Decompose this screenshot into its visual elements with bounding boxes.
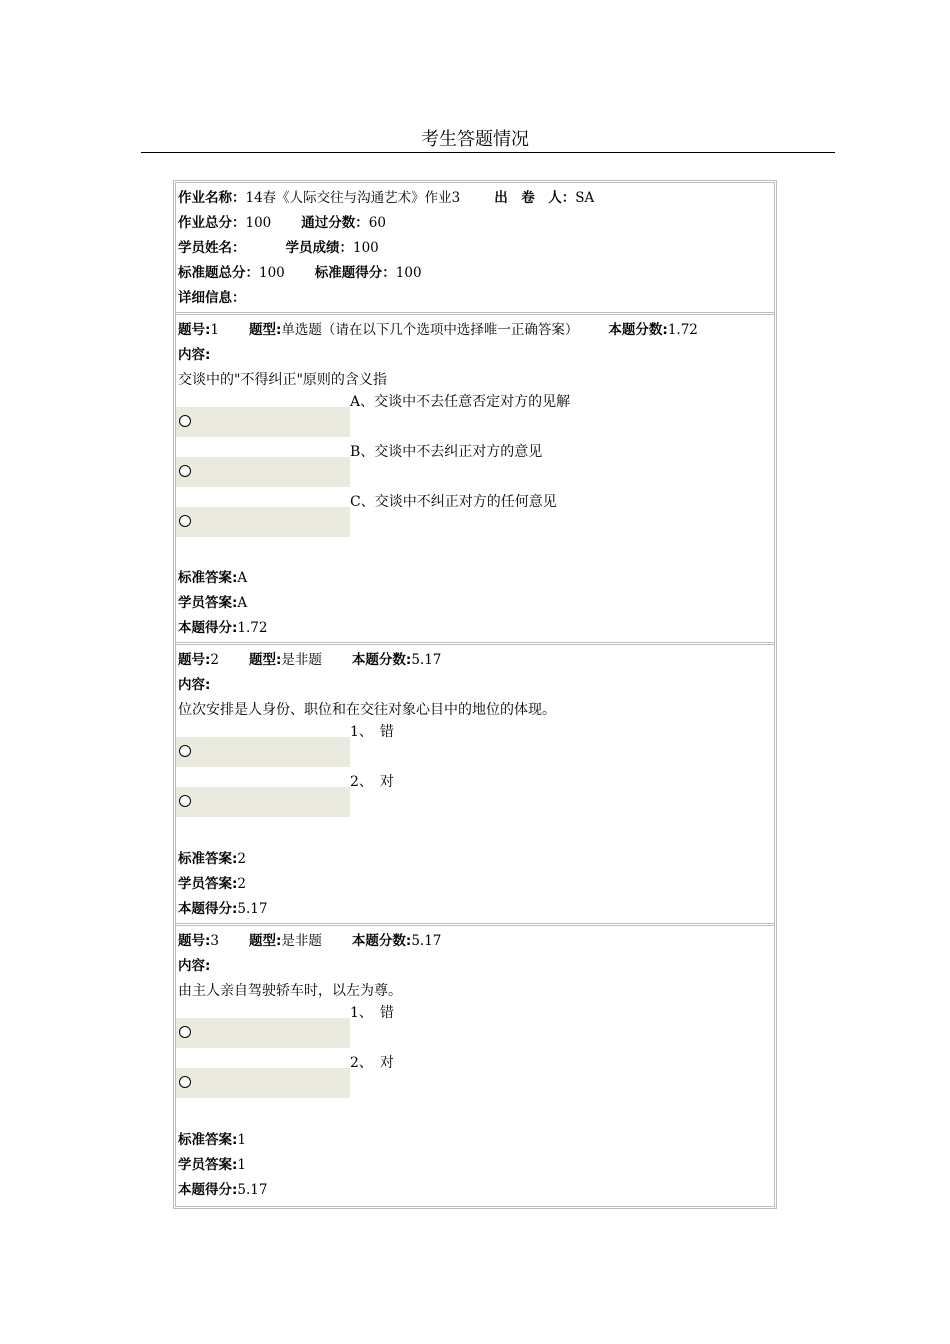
question-type-label: 题型: [249, 322, 282, 338]
question-content: 由主人亲自驾驶轿车时，以左为尊。 [178, 983, 402, 999]
pass-label: 通过分数： [301, 215, 369, 231]
question-number-label: 题号: [178, 933, 211, 949]
option-1-radio[interactable] [179, 745, 191, 757]
question-number: 1 [210, 322, 219, 338]
author-value: SA [575, 190, 595, 206]
option-row [176, 457, 350, 487]
question-points-label: 本题分数: [608, 322, 668, 338]
assignment-name-value: 14春《人际交往与沟通艺术》作业3 [245, 190, 461, 206]
earned-score-value: 1.72 [237, 620, 268, 636]
info-row-standard [178, 263, 422, 283]
std-score-value: 100 [395, 265, 422, 281]
earned-score-label: 本题得分: [178, 1182, 238, 1198]
total-value: 100 [245, 215, 272, 231]
question-number-label: 题号: [178, 322, 211, 338]
info-row-student [178, 238, 379, 258]
option-row [176, 1068, 350, 1098]
earned-score-value: 5.17 [237, 1182, 268, 1198]
student-answer [178, 593, 247, 613]
question-header [178, 650, 441, 670]
student-name-label: 学员姓名： [178, 240, 246, 256]
student-answer-label: 学员答案: [178, 876, 238, 892]
question-header [178, 320, 776, 340]
student-answer [178, 1155, 246, 1175]
content-label [178, 345, 210, 365]
standard-answer [178, 568, 247, 588]
content-label [178, 675, 210, 695]
section-divider [176, 923, 774, 926]
standard-answer [178, 1130, 246, 1150]
option-row [176, 1018, 350, 1048]
standard-answer-label: 标准答案: [178, 1132, 238, 1148]
student-answer-value: A [237, 595, 248, 611]
option-label: 1、 错 [350, 1005, 394, 1021]
total-label: 作业总分： [178, 215, 246, 231]
option-1-radio[interactable] [179, 1026, 191, 1038]
option-c-radio[interactable] [179, 515, 191, 527]
option-label: A、交谈中不去任意否定对方的见解 [350, 394, 571, 410]
question-number: 3 [210, 933, 219, 949]
option-row [176, 737, 350, 767]
content-label-text: 内容: [178, 677, 211, 693]
option-2-radio[interactable] [179, 1076, 191, 1088]
question-type: 单选题（请在以下几个选项中选择唯一正确答案） [281, 322, 579, 338]
pass-value: 60 [368, 215, 386, 231]
question-number-label: 题号: [178, 652, 211, 668]
student-answer-label: 学员答案: [178, 1157, 238, 1173]
question-points-label: 本题分数: [351, 933, 412, 949]
option-row [176, 507, 350, 537]
question-points: 5.17 [411, 933, 442, 949]
option-label: C、交谈中不纠正对方的任何意见 [350, 494, 557, 510]
info-row-name [178, 188, 594, 208]
std-score-label: 标准题得分： [314, 265, 396, 281]
option-b-radio[interactable] [179, 465, 191, 477]
option-label: 2、 对 [350, 774, 394, 790]
question-type-label: 题型: [249, 933, 282, 949]
question-type: 是非题 [281, 933, 322, 949]
section-divider [176, 642, 774, 645]
question-type-label: 题型: [249, 652, 282, 668]
standard-answer-value: 1 [237, 1132, 246, 1148]
student-answer-value: 2 [237, 876, 246, 892]
standard-answer-label: 标准答案: [178, 851, 238, 867]
standard-answer-value: 2 [237, 851, 246, 867]
question-points: 1.72 [667, 322, 698, 338]
student-answer [178, 874, 246, 894]
title-divider [141, 152, 835, 153]
student-score-label: 学员成绩： [285, 240, 353, 256]
question-content: 位次安排是人身份、职位和在交往对象心目中的地位的体现。 [178, 702, 556, 718]
standard-answer-value: A [237, 570, 248, 586]
option-label: 1、 错 [350, 724, 394, 740]
standard-answer [178, 849, 246, 869]
content-label-text: 内容: [178, 347, 211, 363]
page-title: 考生答题情况 [421, 129, 529, 150]
option-2-radio[interactable] [179, 795, 191, 807]
assignment-name-label: 作业名称： [178, 190, 246, 206]
option-label: B、交谈中不去纠正对方的意见 [350, 444, 543, 460]
student-score-value: 100 [353, 240, 379, 256]
earned-score-value: 5.17 [237, 901, 268, 917]
question-points-label: 本题分数: [351, 652, 412, 668]
info-row-detail [178, 288, 246, 308]
earned-score-label: 本题得分: [178, 620, 238, 636]
option-row [176, 407, 350, 437]
question-number: 2 [210, 652, 219, 668]
question-points: 5.17 [411, 652, 442, 668]
content-label [178, 956, 210, 976]
question-type: 是非题 [281, 652, 322, 668]
detail-label: 详细信息： [178, 290, 246, 306]
question-content: 交谈中的"不得纠正"原则的含义指 [178, 372, 387, 388]
standard-answer-label: 标准答案: [178, 570, 238, 586]
option-a-radio[interactable] [179, 415, 191, 427]
option-label: 2、 对 [350, 1055, 394, 1071]
student-answer-label: 学员答案: [178, 595, 238, 611]
earned-score [178, 618, 267, 638]
section-divider [176, 312, 774, 315]
content-label-text: 内容: [178, 958, 211, 974]
earned-score [178, 1180, 267, 1200]
option-row [176, 787, 350, 817]
author-label: 出 卷 人： [494, 190, 576, 206]
std-total-value: 100 [259, 265, 285, 281]
student-answer-value: 1 [237, 1157, 246, 1173]
question-header [178, 931, 441, 951]
info-row-total [178, 213, 386, 233]
earned-score-label: 本题得分: [178, 901, 238, 917]
std-total-label: 标准题总分： [178, 265, 259, 281]
earned-score [178, 899, 267, 919]
